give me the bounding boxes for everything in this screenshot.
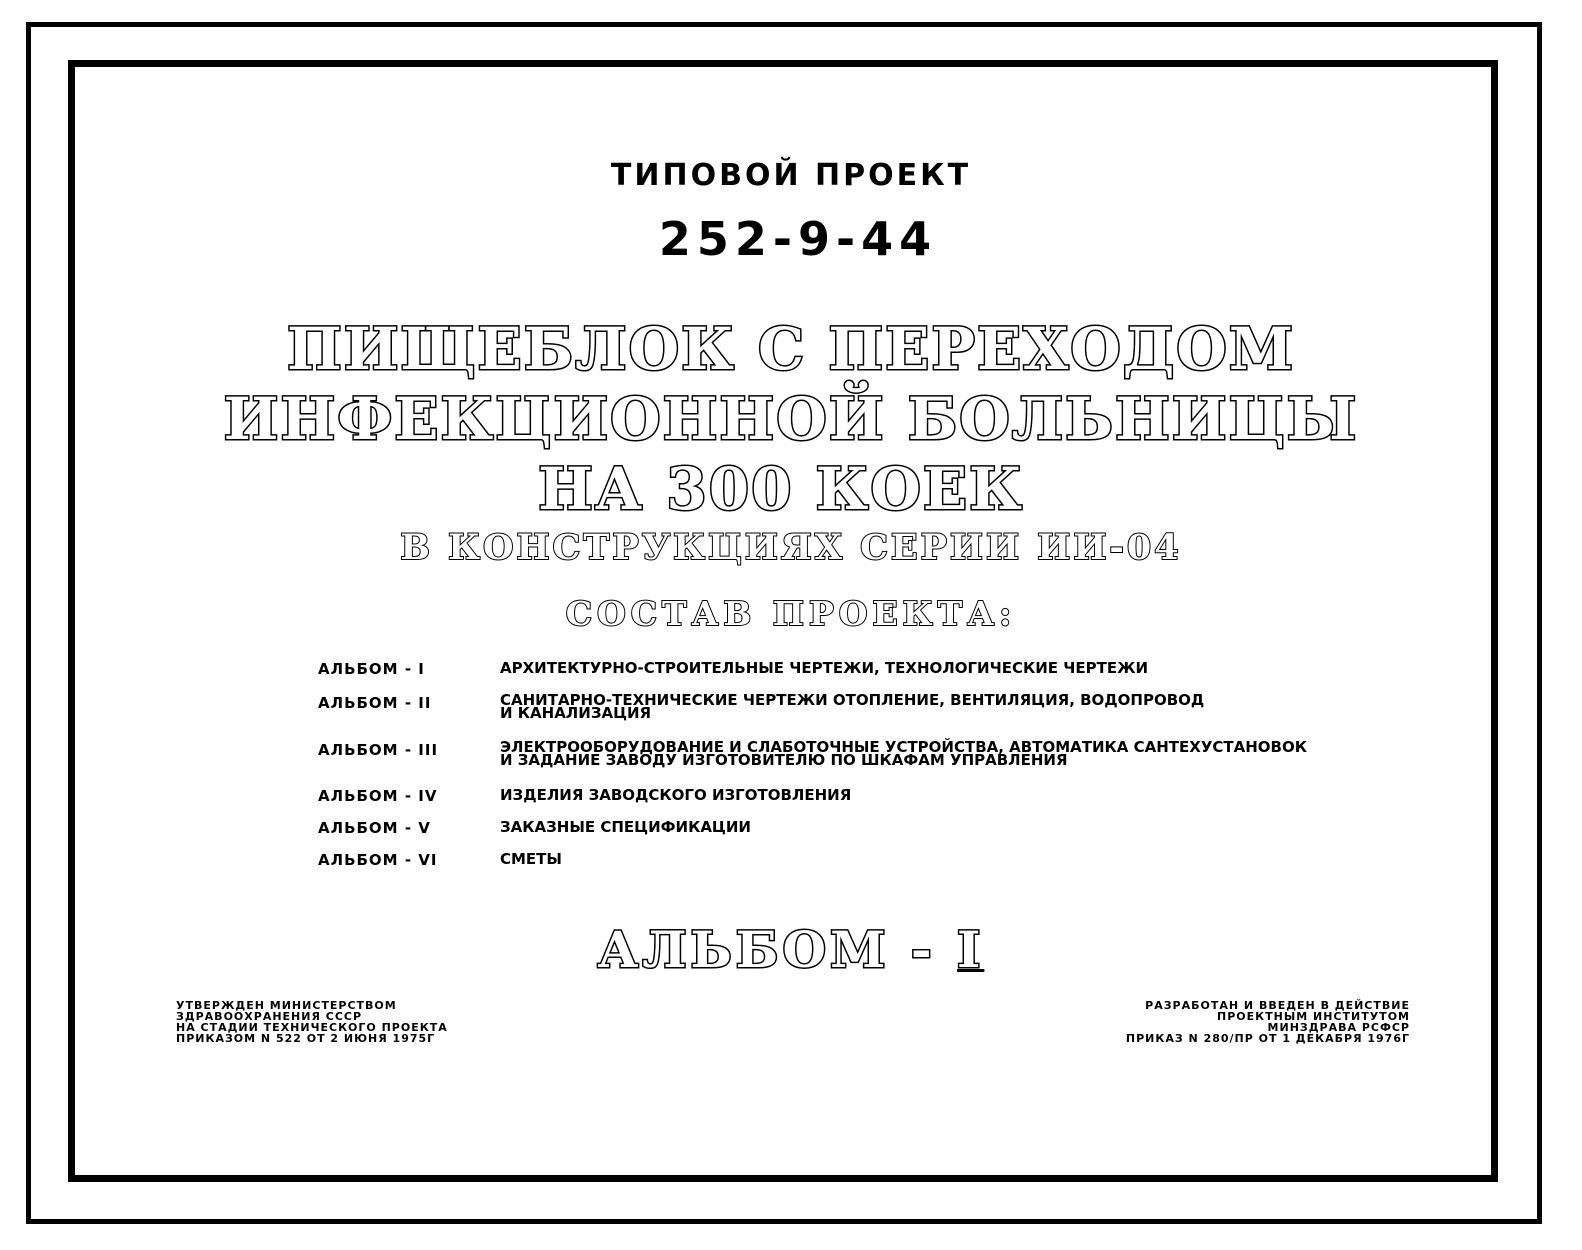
approval-line: ПРИКАЗОМ N 522 ОТ 2 ИЮНЯ 1975Г — [176, 1032, 436, 1045]
developer-note — [1126, 1000, 1410, 1044]
album-description-line: ЭЛЕКТРООБОРУДОВАНИЕ И СЛАБОТОЧНЫЕ УСТРОЙСТВА, АВТОМАТИКА САНТЕХУСТАНОВОК — [500, 738, 1308, 756]
album-description — [500, 818, 751, 836]
project-number: 252-9-44 — [658, 212, 938, 266]
approval-note — [176, 1000, 448, 1044]
current-album-number: I — [957, 920, 985, 979]
developer-line: ПРИКАЗ N 280/ПР ОТ 1 ДЕКАБРЯ 1976Г — [1125, 1032, 1410, 1045]
current-album-title — [0, 920, 1582, 979]
album-description-line: САНИТАРНО-ТЕХНИЧЕСКИЕ ЧЕРТЕЖИ ОТОПЛЕНИЕ, ВЕНТИЛЯЦИЯ, ВОДОПРОВОД — [500, 691, 1205, 709]
album-description-line: АРХИТЕКТУРНО-СТРОИТЕЛЬНЫЕ ЧЕРТЕЖИ, ТЕХНОЛОГИЧЕСКИЕ ЧЕРТЕЖИ — [500, 659, 1149, 677]
title-line-3: НА 300 КОЕК — [538, 455, 1024, 523]
album-description-line: И КАНАЛИЗАЦИЯ — [500, 704, 652, 722]
album-description-line: СМЕТЫ — [500, 850, 562, 868]
approval-line: УТВЕРЖДЕН МИНИСТЕРСТВОМ — [176, 999, 397, 1012]
album-label: АЛЬБОМ - I — [318, 660, 425, 678]
album-label: АЛЬБОМ - IV — [318, 787, 438, 805]
album-label: АЛЬБОМ - V — [318, 819, 431, 837]
approval-line: ЗДРАВООХРАНЕНИЯ СССР — [176, 1010, 363, 1023]
album-description-line: И ЗАДАНИЕ ЗАВОДУ ИЗГОТОВИТЕЛЮ ПО ШКАФАМ УПРАВЛЕНИЯ — [500, 751, 1068, 769]
album-description — [500, 786, 852, 804]
album-label: АЛЬБОМ - VI — [318, 851, 438, 869]
approval-line: НА СТАДИИ ТЕХНИЧЕСКОГО ПРОЕКТА — [176, 1021, 448, 1034]
album-description — [500, 659, 1149, 677]
current-album-prefix: АЛЬБОМ - — [597, 920, 957, 979]
title-line-2: ИНФЕКЦИОННОЙ БОЛЬНИЦЫ — [223, 385, 1359, 453]
developer-line: РАЗРАБОТАН И ВВЕДЕН В ДЕЙСТВИЕ — [1145, 999, 1410, 1012]
album-description — [500, 850, 562, 868]
album-description — [500, 738, 1308, 769]
album-description — [500, 691, 1205, 722]
album-label: АЛЬБОМ - III — [318, 741, 439, 759]
subtitle: В КОНСТРУКЦИЯХ СЕРИИ ИИ-04 — [400, 527, 1182, 568]
album-description-line: ИЗДЕЛИЯ ЗАВОДСКОГО ИЗГОТОВЛЕНИЯ — [500, 786, 852, 804]
title-line-1: ПИЩЕБЛОК С ПЕРЕХОДОМ — [286, 315, 1296, 383]
developer-line: ПРОЕКТНЫМ ИНСТИТУТОМ — [1217, 1010, 1410, 1023]
album-label: АЛЬБОМ - II — [318, 694, 432, 712]
developer-line: МИНЗДРАВА РСФСР — [1267, 1021, 1410, 1034]
composition-heading: СОСТАВ ПРОЕКТА: — [565, 594, 1017, 633]
typical-project-label: ТИПОВОЙ ПРОЕКТ — [610, 158, 972, 193]
album-description-line: ЗАКАЗНЫЕ СПЕЦИФИКАЦИИ — [500, 818, 751, 836]
